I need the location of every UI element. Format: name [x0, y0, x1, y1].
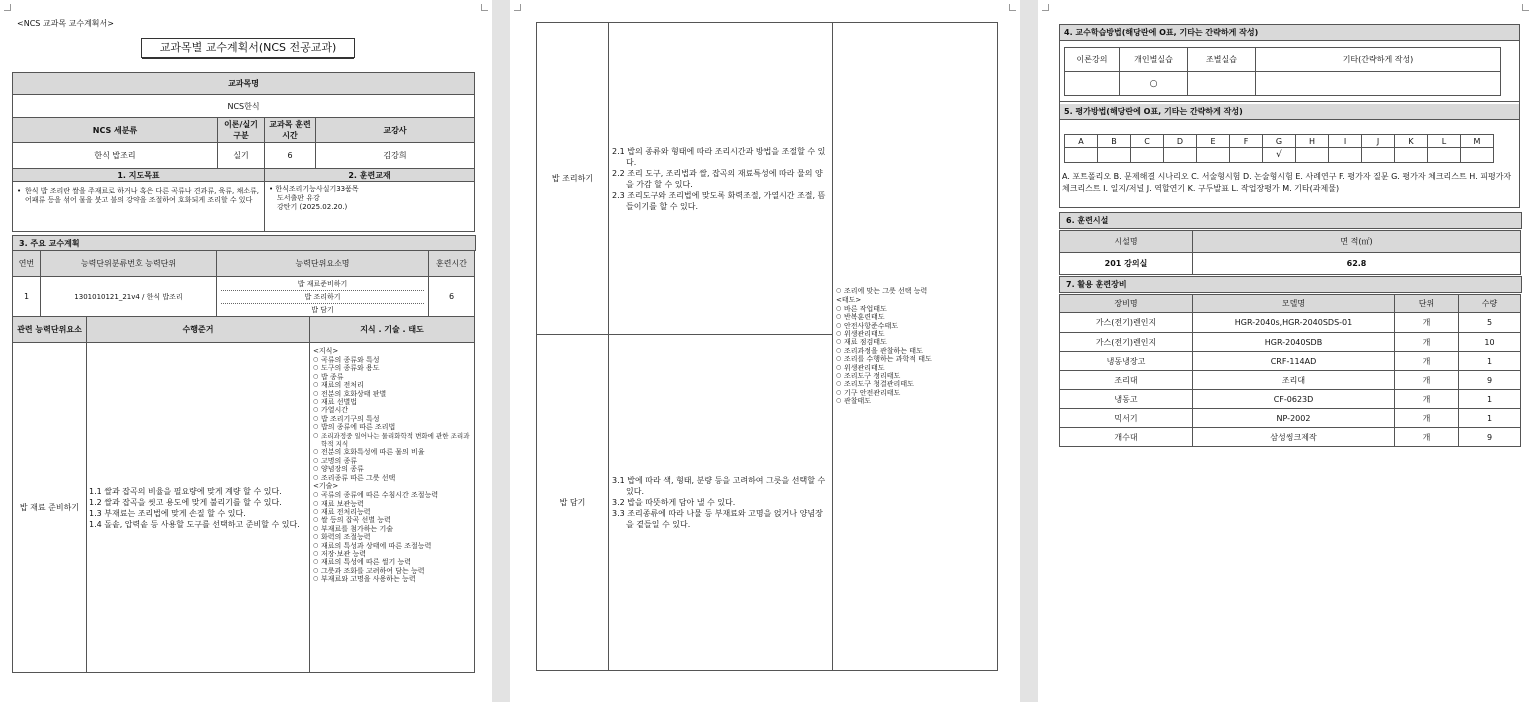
eval-letter: A — [1065, 135, 1098, 148]
table-row — [1060, 371, 1521, 390]
table-row — [1060, 313, 1521, 333]
attitude-item: ○ 바른 작업태도 — [836, 305, 994, 313]
equipment-name: 가스(전기)렌인지 — [1060, 313, 1193, 333]
evaluation-section — [1059, 102, 1520, 208]
equipment-model: HGR-2040s,HGR-2040SDS-01 — [1193, 313, 1395, 333]
table-row — [1060, 409, 1521, 428]
criteria-list — [612, 475, 829, 530]
skill-item: ○ 화력의 조절능력 — [313, 533, 471, 541]
plan-no-header: 연번 — [13, 251, 41, 277]
criteria-item: 3.1 밥에 따라 색, 형태, 분량 등을 고려하여 그릇을 선택할 수 있다. — [612, 476, 826, 496]
skill-item: ○ 재료의 특성과 상태에 따른 조절능력 — [313, 542, 471, 550]
attitude-item: ○ 관찰태도 — [836, 397, 994, 405]
attitude-item: ○ 안전사항준수태도 — [836, 322, 994, 330]
plan-element: 밥 재료준비하기 — [221, 278, 424, 291]
facility-area: 62.8 — [1193, 253, 1521, 275]
criteria-list — [89, 486, 307, 530]
detail-element: 밥 조리하기 — [537, 23, 609, 335]
methods-section — [1059, 24, 1520, 102]
method-mark: ○ — [1120, 72, 1188, 96]
textbook-info: • 한식조리기능사실기33품목 도서출판 유강 강탄기 (2025.02.20.) — [269, 185, 359, 211]
knowledge-item: ○ 곡류의 종류와 특성 — [313, 356, 471, 364]
equipment-unit: 개 — [1395, 333, 1459, 352]
skill-item: ○ 조리에 맞는 그릇 선택 능력 — [836, 287, 994, 295]
eval-mark — [1395, 148, 1428, 163]
eval-letter: K — [1395, 135, 1428, 148]
facility-name: 201 강의실 — [1060, 253, 1193, 275]
equipment-name: 냉동고 — [1060, 390, 1193, 409]
detail-table-continued — [536, 22, 998, 671]
method-lecture: 이론강의 — [1065, 48, 1120, 72]
document-page-3 — [1038, 0, 1533, 702]
method-mark — [1065, 72, 1120, 96]
instructor-value: 김강희 — [316, 143, 475, 169]
section-methods-header: 4. 교수학습방법(해당란에 O표, 기타는 간략하게 작성) — [1060, 25, 1519, 41]
plan-no: 1 — [13, 277, 41, 317]
document-page-2 — [510, 0, 1020, 702]
document-title: 교과목별 교수계획서(NCS 전공교과) — [141, 38, 355, 58]
criteria-item: 1.2 쌀과 잡곡을 씻고 용도에 맞게 불리기를 할 수 있다. — [89, 497, 282, 507]
skill-item: ○ 저장·보관 능력 — [313, 550, 471, 558]
ncs-subcategory-header: NCS 세분류 — [13, 118, 218, 143]
plan-unit-header: 능력단위분류번호 능력단위 — [41, 251, 217, 277]
eval-letter: H — [1296, 135, 1329, 148]
training-hours-header: 교과목 훈련시간 — [265, 118, 316, 143]
detail-table — [12, 316, 475, 673]
course-name-header: 교과목명 — [13, 73, 475, 95]
eval-mark — [1131, 148, 1164, 163]
equipment-unit: 개 — [1395, 352, 1459, 371]
method-other: 기타(간략하게 작성) — [1256, 48, 1501, 72]
criteria-list — [612, 146, 829, 212]
equipment-unit: 개 — [1395, 390, 1459, 409]
equipment-name: 가스(전기)렌인지 — [1060, 333, 1193, 352]
knowledge-list — [313, 356, 471, 482]
eval-letter: L — [1428, 135, 1461, 148]
methods-table — [1064, 47, 1501, 96]
eval-letter: F — [1230, 135, 1263, 148]
attitude-item: ○ 조리도구 정리태도 — [836, 372, 994, 380]
equipment-model: HGR-2040SDB — [1193, 333, 1395, 352]
eval-mark — [1461, 148, 1494, 163]
equipment-qty: 1 — [1459, 409, 1521, 428]
plan-table — [12, 250, 475, 317]
equipment-qty: 10 — [1459, 333, 1521, 352]
training-hours-value: 6 — [265, 143, 316, 169]
detail-element: 밥 담기 — [537, 335, 609, 671]
skill-item: ○ 그릇과 조화를 고려하여 담는 능력 — [313, 567, 471, 575]
ncs-subcategory-value: 한식 밥조리 — [13, 143, 218, 169]
plan-unit: 1301010121_21v4 / 한식 밥조리 — [41, 277, 217, 317]
equipment-name: 믹서기 — [1060, 409, 1193, 428]
eval-mark — [1065, 148, 1098, 163]
knowledge-item: ○ 양념장의 종류 — [313, 465, 471, 473]
section-plan-header: 3. 주요 교수계획 — [12, 235, 476, 251]
skill-item: ○ 재료 보관능력 — [313, 500, 471, 508]
skill-list — [313, 491, 471, 583]
equipment-unit: 개 — [1395, 313, 1459, 333]
attitude-item: ○ 기구 안전관리태도 — [836, 389, 994, 397]
plan-hours: 6 — [429, 277, 475, 317]
criteria-item: 3.3 조리종류에 따라 나물 등 부재료와 고명을 얹거나 양념장을 곁들일 수 있다. — [612, 509, 823, 529]
related-element-header: 관련 능력단위요소 — [13, 317, 87, 343]
evaluation-legend: A. 포트폴리오 B. 문제해결 시나리오 C. 서술형시험 D. 논술형시험 E. 사례연구 F. 평가자 질문 G. 평가자 체크리스트 H. 피평가자 체크리스트 I. 일지/저널 J. 역할연기 K. 구두발표 L. 작업장평가 M. 기타(과제물) — [1062, 172, 1512, 193]
skill-label: <기술> — [313, 482, 339, 491]
table-row — [1060, 390, 1521, 409]
knowledge-item: ○ 조리종류 따른 그릇 선택 — [313, 474, 471, 482]
page-gutter — [1020, 0, 1038, 702]
skill-item: ○ 부재료를 첨가하는 기술 — [313, 525, 471, 533]
skill-item: ○ 부재료와 고명을 사용하는 능력 — [313, 575, 471, 583]
eval-letter: B — [1098, 135, 1131, 148]
skill-item: ○ 재료 전처리능력 — [313, 508, 471, 516]
attitude-item: ○ 조리를 수행하는 과학적 태도 — [836, 355, 994, 363]
knowledge-item: ○ 밥 조리기구의 특성 — [313, 415, 471, 423]
eval-letter: J — [1362, 135, 1395, 148]
equipment-unit-header: 단위 — [1395, 295, 1459, 313]
ksa-header: 지식 . 기술 . 태도 — [310, 317, 475, 343]
knowledge-item: ○ 전분의 호화특성에 따른 물의 비율 — [313, 448, 471, 456]
equipment-model-header: 모델명 — [1193, 295, 1395, 313]
eval-mark — [1098, 148, 1131, 163]
facility-area-header: 면 적(㎡) — [1193, 231, 1521, 253]
equipment-qty-header: 수량 — [1459, 295, 1521, 313]
section-facility-header: 6. 훈련시설 — [1059, 212, 1522, 229]
knowledge-item: ○ 재료 선별법 — [313, 398, 471, 406]
attitude-item: ○ 조리도구 청결관리태도 — [836, 380, 994, 388]
training-goal: • 한식 밥 조리란 쌀을 주재료로 하거나 혹은 다른 곡류나 견과류, 육류, 채소류, 어패류 등을 섞어 물을 붓고 불의 강약을 조절하여 호화되게 조리할 수 있다 — [17, 187, 260, 204]
equipment-model: CF-0623D — [1193, 390, 1395, 409]
section-equipment-header: 7. 활용 훈련장비 — [1059, 276, 1522, 293]
eval-mark — [1296, 148, 1329, 163]
eval-letter: D — [1164, 135, 1197, 148]
facility-table — [1059, 230, 1521, 275]
method-individual-practice: 개인별실습 — [1120, 48, 1188, 72]
course-info-table — [12, 72, 475, 232]
equipment-name: 개수대 — [1060, 428, 1193, 447]
equipment-qty: 1 — [1459, 352, 1521, 371]
plan-hours-header: 훈련시간 — [429, 251, 475, 277]
skill-item: ○ 쌀 등의 잡곡 선별 능력 — [313, 516, 471, 524]
eval-mark — [1428, 148, 1461, 163]
attitude-label: <태도> — [836, 295, 862, 304]
instructor-header: 교강사 — [316, 118, 475, 143]
plan-element: 밥 담기 — [311, 305, 334, 314]
attitude-item: ○ 반복훈련태도 — [836, 313, 994, 321]
criteria-item: 1.4 돌솥, 압력솥 등 사용할 도구를 선택하고 준비할 수 있다. — [89, 519, 300, 529]
eval-mark — [1164, 148, 1197, 163]
equipment-qty: 5 — [1459, 313, 1521, 333]
plan-element: 밥 조리하기 — [221, 291, 424, 304]
eval-letter: M — [1461, 135, 1494, 148]
equipment-unit: 개 — [1395, 409, 1459, 428]
eval-mark — [1329, 148, 1362, 163]
knowledge-item: ○ 밥의 종류에 따른 조리법 — [313, 423, 471, 431]
eval-letter: E — [1197, 135, 1230, 148]
theory-practice-value: 실기 — [218, 143, 265, 169]
table-row — [1060, 333, 1521, 352]
equipment-name: 조리대 — [1060, 371, 1193, 390]
knowledge-item: ○ 고명의 종류 — [313, 457, 471, 465]
knowledge-item: ○ 가열시간 — [313, 406, 471, 414]
equipment-qty: 9 — [1459, 371, 1521, 390]
course-name: NCS한식 — [13, 95, 475, 118]
knowledge-item: ○ 밥 종류 — [313, 373, 471, 381]
attitude-item: ○ 위생관리태도 — [836, 330, 994, 338]
criteria-item: 2.3 조리도구와 조리법에 맞도록 화력조절, 가열시간 조절, 뜸들이기를 할 수 있다. — [612, 190, 826, 211]
knowledge-item: ○ 재료의 전처리 — [313, 381, 471, 389]
knowledge-item: ○ 전분의 호화상태 판별 — [313, 390, 471, 398]
criteria-header: 수행준거 — [87, 317, 310, 343]
equipment-model: NP-2002 — [1193, 409, 1395, 428]
equipment-model: 조리대 — [1193, 371, 1395, 390]
eval-mark — [1197, 148, 1230, 163]
attitude-item: ○ 위생관리태도 — [836, 364, 994, 372]
attitude-list — [836, 287, 994, 295]
eval-letter: G — [1263, 135, 1296, 148]
skill-item: ○ 재료의 특성에 따른 썰기 능력 — [313, 558, 471, 566]
detail-element: 밥 재료 준비하기 — [13, 343, 87, 673]
eval-letter: I — [1329, 135, 1362, 148]
method-mark — [1188, 72, 1256, 96]
equipment-unit: 개 — [1395, 371, 1459, 390]
knowledge-item: ○ 도구의 종류와 용도 — [313, 364, 471, 372]
criteria-item: 2.1 밥의 종류와 형태에 따라 조리시간과 방법을 조절할 수 있다. — [612, 146, 826, 167]
method-group-practice: 조별실습 — [1188, 48, 1256, 72]
knowledge-item: ○ 조리과정중 일어나는 물리화학적 변화에 관한 조리과학적 지식 — [313, 432, 471, 449]
attitude-items — [836, 305, 994, 406]
equipment-unit: 개 — [1395, 428, 1459, 447]
section-evaluation-header: 5. 평가방법(해당란에 O표, 기타는 간략하게 작성) — [1060, 104, 1519, 120]
skill-item: ○ 곡류의 종류에 따른 수침시간 조절능력 — [313, 491, 471, 499]
evaluation-table — [1064, 134, 1494, 163]
criteria-item: 3.2 밥을 따뜻하게 담아 낼 수 있다. — [612, 498, 736, 507]
table-row — [1060, 428, 1521, 447]
attitude-item: ○ 조리과정을 관찰하는 태도 — [836, 347, 994, 355]
equipment-table — [1059, 294, 1521, 447]
equipment-qty: 1 — [1459, 390, 1521, 409]
attitude-item: ○ 재료 점검태도 — [836, 338, 994, 346]
method-mark — [1256, 72, 1501, 96]
section-textbook-header: 2. 훈련교재 — [265, 169, 475, 182]
equipment-model: CRF-114AD — [1193, 352, 1395, 371]
eval-mark — [1362, 148, 1395, 163]
equipment-name: 냉동냉장고 — [1060, 352, 1193, 371]
eval-mark — [1230, 148, 1263, 163]
eval-letter: C — [1131, 135, 1164, 148]
equipment-name-header: 장비명 — [1060, 295, 1193, 313]
facility-name-header: 시설명 — [1060, 231, 1193, 253]
equipment-qty: 9 — [1459, 428, 1521, 447]
header-note: <NCS 교과목 교수계획서> — [17, 19, 114, 28]
theory-practice-header: 이론/실기 구분 — [218, 118, 265, 143]
table-row — [1060, 352, 1521, 371]
knowledge-label: <지식> — [313, 347, 339, 355]
criteria-item: 2.2 조리 도구, 조리법과 쌀, 잡곡의 재료특성에 따라 물의 양을 가감 할 수 있다. — [612, 168, 823, 189]
equipment-model: 삼성씽크제작 — [1193, 428, 1395, 447]
eval-mark: √ — [1263, 148, 1296, 163]
plan-elements-header: 능력단위요소명 — [217, 251, 429, 277]
criteria-item: 1.1 쌀과 잡곡의 비율을 필요량에 맞게 계량 할 수 있다. — [89, 486, 282, 496]
section-goal-header: 1. 지도목표 — [13, 169, 265, 182]
page-gutter — [492, 0, 510, 702]
document-page-1 — [0, 0, 492, 702]
criteria-item: 1.3 부재료는 조리법에 맞게 손질 할 수 있다. — [89, 508, 246, 518]
